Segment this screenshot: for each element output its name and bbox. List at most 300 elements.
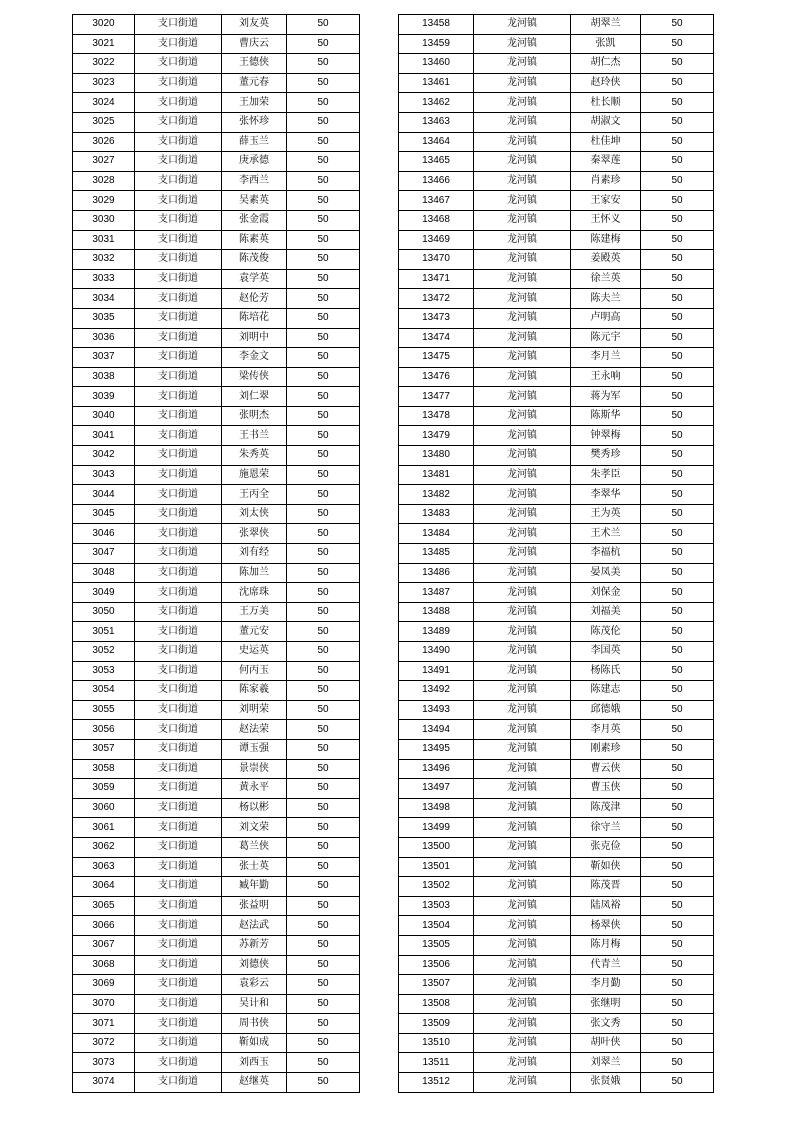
table-row	[73, 54, 360, 74]
name-cell: 李西兰	[222, 171, 287, 191]
amount-cell: 50	[641, 1053, 714, 1073]
area-cell: 龙河镇	[474, 485, 571, 505]
row-number-cell: 3040	[73, 406, 135, 426]
area-cell: 龙河镇	[474, 779, 571, 799]
name-cell: 李月兰	[571, 348, 641, 368]
table-row	[73, 1014, 360, 1034]
name-cell: 谭玉强	[222, 739, 287, 759]
area-cell: 支口街道	[135, 171, 222, 191]
amount-cell: 50	[287, 15, 360, 35]
name-cell: 曹庆云	[222, 34, 287, 54]
row-number-cell: 13471	[399, 269, 474, 289]
table-row	[399, 857, 714, 877]
table-row	[399, 446, 714, 466]
area-cell: 龙河镇	[474, 152, 571, 172]
area-cell: 龙河镇	[474, 1053, 571, 1073]
row-number-cell: 3065	[73, 896, 135, 916]
table-row	[399, 34, 714, 54]
area-cell: 龙河镇	[474, 563, 571, 583]
amount-cell: 50	[287, 916, 360, 936]
row-number-cell: 3044	[73, 485, 135, 505]
table-row	[399, 1033, 714, 1053]
amount-cell: 50	[641, 93, 714, 113]
area-cell: 支口街道	[135, 1033, 222, 1053]
area-cell: 龙河镇	[474, 328, 571, 348]
area-cell: 龙河镇	[474, 994, 571, 1014]
amount-cell: 50	[641, 446, 714, 466]
area-cell: 支口街道	[135, 779, 222, 799]
row-number-cell: 13500	[399, 837, 474, 857]
area-cell: 支口街道	[135, 485, 222, 505]
amount-cell: 50	[641, 935, 714, 955]
row-number-cell: 13482	[399, 485, 474, 505]
amount-cell: 50	[287, 112, 360, 132]
row-number-cell: 13496	[399, 759, 474, 779]
area-cell: 支口街道	[135, 15, 222, 35]
table-row	[73, 759, 360, 779]
area-cell: 支口街道	[135, 504, 222, 524]
table-row	[73, 465, 360, 485]
row-number-cell: 13463	[399, 112, 474, 132]
area-cell: 支口街道	[135, 1073, 222, 1093]
area-cell: 支口街道	[135, 308, 222, 328]
table-row	[399, 406, 714, 426]
area-cell: 龙河镇	[474, 739, 571, 759]
row-number-cell: 13508	[399, 994, 474, 1014]
table-row	[73, 308, 360, 328]
area-cell: 支口街道	[135, 1053, 222, 1073]
table-row	[399, 1053, 714, 1073]
name-cell: 蒋为军	[571, 387, 641, 407]
row-number-cell: 3033	[73, 269, 135, 289]
amount-cell: 50	[287, 308, 360, 328]
amount-cell: 50	[287, 387, 360, 407]
amount-cell: 50	[287, 54, 360, 74]
table-row	[399, 544, 714, 564]
table-row	[73, 93, 360, 113]
area-cell: 支口街道	[135, 112, 222, 132]
name-cell: 赵继英	[222, 1073, 287, 1093]
table-row	[73, 583, 360, 603]
amount-cell: 50	[641, 367, 714, 387]
table-row	[399, 367, 714, 387]
area-cell: 支口街道	[135, 524, 222, 544]
table-row	[399, 877, 714, 897]
table-row	[73, 152, 360, 172]
amount-cell: 50	[641, 818, 714, 838]
name-cell: 刚素珍	[571, 739, 641, 759]
table-row	[399, 210, 714, 230]
name-cell: 庚承德	[222, 152, 287, 172]
name-cell: 薛玉兰	[222, 132, 287, 152]
area-cell: 龙河镇	[474, 406, 571, 426]
amount-cell: 50	[287, 1053, 360, 1073]
row-number-cell: 13512	[399, 1073, 474, 1093]
table-row	[73, 250, 360, 270]
table-row	[73, 191, 360, 211]
area-cell: 支口街道	[135, 857, 222, 877]
area-cell: 龙河镇	[474, 269, 571, 289]
table-row	[73, 877, 360, 897]
area-cell: 龙河镇	[474, 465, 571, 485]
table-row	[399, 465, 714, 485]
row-number-cell: 3061	[73, 818, 135, 838]
row-number-cell: 13491	[399, 661, 474, 681]
row-number-cell: 13460	[399, 54, 474, 74]
name-cell: 刘明荣	[222, 700, 287, 720]
name-cell: 吴素英	[222, 191, 287, 211]
area-cell: 支口街道	[135, 700, 222, 720]
amount-cell: 50	[287, 975, 360, 995]
amount-cell: 50	[641, 994, 714, 1014]
amount-cell: 50	[287, 720, 360, 740]
area-cell: 龙河镇	[474, 798, 571, 818]
row-number-cell: 3071	[73, 1014, 135, 1034]
table-row	[399, 348, 714, 368]
table-row	[399, 54, 714, 74]
row-number-cell: 3064	[73, 877, 135, 897]
table-row	[73, 367, 360, 387]
amount-cell: 50	[641, 348, 714, 368]
row-number-cell: 3028	[73, 171, 135, 191]
amount-cell: 50	[287, 152, 360, 172]
name-cell: 黄永平	[222, 779, 287, 799]
row-number-cell: 13477	[399, 387, 474, 407]
row-number-cell: 3030	[73, 210, 135, 230]
table-row	[399, 132, 714, 152]
amount-cell: 50	[641, 837, 714, 857]
amount-cell: 50	[641, 250, 714, 270]
amount-cell: 50	[641, 1014, 714, 1034]
area-cell: 支口街道	[135, 975, 222, 995]
table-row	[73, 779, 360, 799]
name-cell: 张益明	[222, 896, 287, 916]
area-cell: 支口街道	[135, 191, 222, 211]
table-row	[399, 935, 714, 955]
amount-cell: 50	[641, 720, 714, 740]
name-cell: 王丙全	[222, 485, 287, 505]
row-number-cell: 13507	[399, 975, 474, 995]
amount-cell: 50	[287, 602, 360, 622]
row-number-cell: 13473	[399, 308, 474, 328]
area-cell: 支口街道	[135, 210, 222, 230]
area-cell: 龙河镇	[474, 93, 571, 113]
amount-cell: 50	[641, 916, 714, 936]
area-cell: 龙河镇	[474, 446, 571, 466]
table-row	[399, 955, 714, 975]
row-number-cell: 13489	[399, 622, 474, 642]
name-cell: 刘福美	[571, 602, 641, 622]
name-cell: 李金文	[222, 348, 287, 368]
amount-cell: 50	[287, 191, 360, 211]
amount-cell: 50	[287, 661, 360, 681]
name-cell: 葛兰侠	[222, 837, 287, 857]
row-number-cell: 3057	[73, 739, 135, 759]
name-cell: 王家安	[571, 191, 641, 211]
table-row	[73, 720, 360, 740]
area-cell: 龙河镇	[474, 1014, 571, 1034]
row-number-cell: 13485	[399, 544, 474, 564]
amount-cell: 50	[287, 896, 360, 916]
row-number-cell: 13493	[399, 700, 474, 720]
row-number-cell: 3039	[73, 387, 135, 407]
amount-cell: 50	[287, 269, 360, 289]
table-row	[73, 289, 360, 309]
name-cell: 陈斯华	[571, 406, 641, 426]
area-cell: 龙河镇	[474, 308, 571, 328]
row-number-cell: 3046	[73, 524, 135, 544]
area-cell: 龙河镇	[474, 544, 571, 564]
amount-cell: 50	[287, 642, 360, 662]
row-number-cell: 13501	[399, 857, 474, 877]
area-cell: 龙河镇	[474, 289, 571, 309]
amount-cell: 50	[641, 681, 714, 701]
area-cell: 支口街道	[135, 602, 222, 622]
table-row	[399, 798, 714, 818]
name-cell: 刘文荣	[222, 818, 287, 838]
amount-cell: 50	[287, 1073, 360, 1093]
name-cell: 张金霞	[222, 210, 287, 230]
area-cell: 龙河镇	[474, 15, 571, 35]
row-number-cell: 3055	[73, 700, 135, 720]
row-number-cell: 13490	[399, 642, 474, 662]
amount-cell: 50	[287, 446, 360, 466]
area-cell: 支口街道	[135, 289, 222, 309]
amount-cell: 50	[287, 877, 360, 897]
area-cell: 龙河镇	[474, 34, 571, 54]
amount-cell: 50	[287, 818, 360, 838]
name-cell: 杨陈氏	[571, 661, 641, 681]
name-cell: 曹玉侠	[571, 779, 641, 799]
row-number-cell: 3073	[73, 1053, 135, 1073]
name-cell: 陈建梅	[571, 230, 641, 250]
area-cell: 支口街道	[135, 73, 222, 93]
table-row	[73, 328, 360, 348]
row-number-cell: 13464	[399, 132, 474, 152]
name-cell: 吴计和	[222, 994, 287, 1014]
area-cell: 龙河镇	[474, 367, 571, 387]
row-number-cell: 13495	[399, 739, 474, 759]
name-cell: 陈月梅	[571, 935, 641, 955]
amount-cell: 50	[641, 406, 714, 426]
table-row	[399, 73, 714, 93]
table-row	[73, 837, 360, 857]
amount-cell: 50	[641, 328, 714, 348]
row-number-cell: 13468	[399, 210, 474, 230]
amount-cell: 50	[287, 798, 360, 818]
table-row	[399, 563, 714, 583]
table-row	[73, 406, 360, 426]
amount-cell: 50	[641, 798, 714, 818]
table-row	[399, 720, 714, 740]
table-row	[399, 328, 714, 348]
table-row	[399, 583, 714, 603]
row-number-cell: 3024	[73, 93, 135, 113]
name-cell: 樊秀珍	[571, 446, 641, 466]
area-cell: 龙河镇	[474, 132, 571, 152]
table-row	[73, 994, 360, 1014]
table-row	[73, 446, 360, 466]
row-number-cell: 3045	[73, 504, 135, 524]
amount-cell: 50	[641, 15, 714, 35]
table-row	[399, 504, 714, 524]
amount-cell: 50	[641, 759, 714, 779]
name-cell: 苏新芳	[222, 935, 287, 955]
amount-cell: 50	[287, 759, 360, 779]
area-cell: 龙河镇	[474, 348, 571, 368]
amount-cell: 50	[641, 700, 714, 720]
area-cell: 支口街道	[135, 759, 222, 779]
row-number-cell: 3021	[73, 34, 135, 54]
name-cell: 杨翠侠	[571, 916, 641, 936]
name-cell: 卢明高	[571, 308, 641, 328]
row-number-cell: 13492	[399, 681, 474, 701]
name-cell: 杜佳坤	[571, 132, 641, 152]
name-cell: 陈茂伦	[571, 622, 641, 642]
name-cell: 王书兰	[222, 426, 287, 446]
row-number-cell: 13475	[399, 348, 474, 368]
name-cell: 臧年勤	[222, 877, 287, 897]
row-number-cell: 13470	[399, 250, 474, 270]
row-number-cell: 3054	[73, 681, 135, 701]
amount-cell: 50	[287, 700, 360, 720]
name-cell: 赵法荣	[222, 720, 287, 740]
name-cell: 代青兰	[571, 955, 641, 975]
area-cell: 龙河镇	[474, 602, 571, 622]
amount-cell: 50	[287, 426, 360, 446]
table-row	[73, 661, 360, 681]
table-row	[73, 230, 360, 250]
row-number-cell: 3031	[73, 230, 135, 250]
area-cell: 龙河镇	[474, 857, 571, 877]
table-row	[73, 348, 360, 368]
row-number-cell: 13509	[399, 1014, 474, 1034]
amount-cell: 50	[287, 348, 360, 368]
amount-cell: 50	[287, 857, 360, 877]
area-cell: 支口街道	[135, 955, 222, 975]
name-cell: 朱孝臣	[571, 465, 641, 485]
area-cell: 支口街道	[135, 642, 222, 662]
name-cell: 杨以彬	[222, 798, 287, 818]
table-row	[399, 622, 714, 642]
amount-cell: 50	[641, 210, 714, 230]
table-row	[73, 524, 360, 544]
amount-cell: 50	[287, 171, 360, 191]
amount-cell: 50	[641, 191, 714, 211]
row-number-cell: 3051	[73, 622, 135, 642]
table-row	[399, 700, 714, 720]
area-cell: 龙河镇	[474, 681, 571, 701]
area-cell: 支口街道	[135, 152, 222, 172]
amount-cell: 50	[641, 975, 714, 995]
area-cell: 龙河镇	[474, 73, 571, 93]
area-cell: 支口街道	[135, 34, 222, 54]
row-number-cell: 13484	[399, 524, 474, 544]
table-row	[73, 34, 360, 54]
name-cell: 刘有经	[222, 544, 287, 564]
row-number-cell: 3027	[73, 152, 135, 172]
area-cell: 龙河镇	[474, 955, 571, 975]
amount-cell: 50	[287, 622, 360, 642]
name-cell: 朱秀英	[222, 446, 287, 466]
name-cell: 张明杰	[222, 406, 287, 426]
name-cell: 李福杭	[571, 544, 641, 564]
row-number-cell: 3020	[73, 15, 135, 35]
table-row	[399, 896, 714, 916]
name-cell: 钟翠梅	[571, 426, 641, 446]
row-number-cell: 13505	[399, 935, 474, 955]
row-number-cell: 13498	[399, 798, 474, 818]
table-row	[73, 112, 360, 132]
area-cell: 支口街道	[135, 916, 222, 936]
amount-cell: 50	[641, 524, 714, 544]
row-number-cell: 3059	[73, 779, 135, 799]
name-cell: 刘西玉	[222, 1053, 287, 1073]
name-cell: 靳如侠	[571, 857, 641, 877]
table-row	[73, 269, 360, 289]
table-row	[73, 818, 360, 838]
amount-cell: 50	[641, 739, 714, 759]
amount-cell: 50	[641, 54, 714, 74]
name-cell: 晏凤美	[571, 563, 641, 583]
area-cell: 支口街道	[135, 739, 222, 759]
area-cell: 龙河镇	[474, 426, 571, 446]
table-row	[399, 250, 714, 270]
amount-cell: 50	[287, 485, 360, 505]
area-cell: 龙河镇	[474, 877, 571, 897]
name-cell: 陈茂津	[571, 798, 641, 818]
row-number-cell: 3049	[73, 583, 135, 603]
amount-cell: 50	[287, 935, 360, 955]
table-row	[399, 289, 714, 309]
name-cell: 陈茂俊	[222, 250, 287, 270]
area-cell: 支口街道	[135, 935, 222, 955]
row-number-cell: 13483	[399, 504, 474, 524]
amount-cell: 50	[641, 877, 714, 897]
name-cell: 刘友英	[222, 15, 287, 35]
table-row	[73, 387, 360, 407]
name-cell: 姜殿英	[571, 250, 641, 270]
area-cell: 龙河镇	[474, 935, 571, 955]
area-cell: 龙河镇	[474, 191, 571, 211]
row-number-cell: 3042	[73, 446, 135, 466]
area-cell: 龙河镇	[474, 837, 571, 857]
name-cell: 施恩荣	[222, 465, 287, 485]
amount-cell: 50	[287, 132, 360, 152]
area-cell: 龙河镇	[474, 387, 571, 407]
area-cell: 支口街道	[135, 465, 222, 485]
amount-cell: 50	[287, 328, 360, 348]
name-cell: 邱德娥	[571, 700, 641, 720]
area-cell: 龙河镇	[474, 661, 571, 681]
row-number-cell: 3060	[73, 798, 135, 818]
area-cell: 龙河镇	[474, 896, 571, 916]
right-roster-table	[398, 14, 714, 1093]
name-cell: 史运英	[222, 642, 287, 662]
name-cell: 王永响	[571, 367, 641, 387]
amount-cell: 50	[287, 367, 360, 387]
amount-cell: 50	[641, 426, 714, 446]
area-cell: 支口街道	[135, 896, 222, 916]
table-row	[399, 661, 714, 681]
name-cell: 张士英	[222, 857, 287, 877]
amount-cell: 50	[287, 681, 360, 701]
table-row	[399, 524, 714, 544]
name-cell: 陆凤裕	[571, 896, 641, 916]
row-number-cell: 13497	[399, 779, 474, 799]
table-row	[399, 602, 714, 622]
amount-cell: 50	[641, 230, 714, 250]
